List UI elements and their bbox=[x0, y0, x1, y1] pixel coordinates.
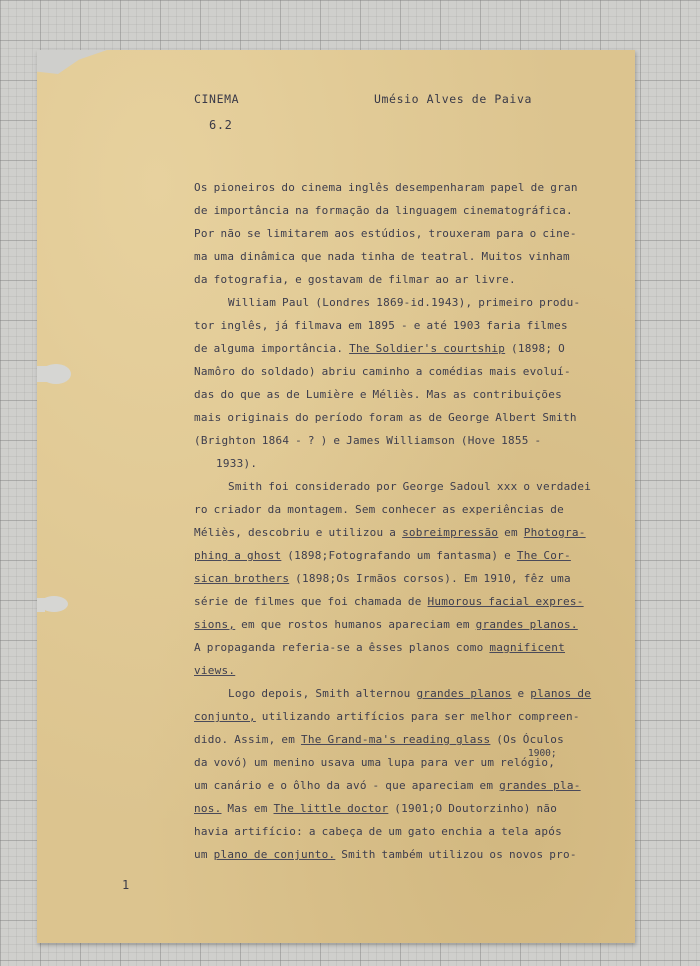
text-line: Por não se limitarem aos estúdios, trouxeram para o cine- bbox=[194, 227, 577, 240]
punch-hole bbox=[41, 364, 71, 384]
underlined-term: grandes pla- bbox=[499, 779, 581, 792]
text-line: Logo depois, Smith alternou grandes planos e planos de bbox=[228, 687, 592, 700]
text-line: Os pioneiros do cinema inglês desempenharam papel de gran bbox=[194, 181, 578, 194]
text-line: phing a ghost (1898;Fotografando um fantasma) e The Cor- bbox=[194, 549, 571, 562]
text-line: (Brighton 1864 - ? ) e James Williamson (Hove 1855 - bbox=[194, 434, 542, 447]
text-line: havia artifício: a cabeça de um gato enchia a tela após bbox=[194, 825, 562, 838]
typed-text-body bbox=[194, 176, 624, 866]
text-line: nos. Mas em The little doctor (1901;O Doutorzinho) não bbox=[194, 802, 558, 815]
section-number: 6.2 bbox=[209, 118, 233, 132]
underlined-term: conjunto, bbox=[194, 710, 256, 723]
text-line: Smith foi considerado por George Sadoul xxx o verdadei bbox=[228, 480, 592, 493]
underlined-term: planos de bbox=[530, 687, 592, 700]
underlined-term: views. bbox=[194, 664, 236, 677]
film-title: sican brothers bbox=[194, 572, 290, 585]
text-line: mais originais do período foram as de George Albert Smith bbox=[194, 411, 577, 424]
text-line: tor inglês, já filmava em 1895 - e até 1903 faria filmes bbox=[194, 319, 568, 332]
author-name: Umésio Alves de Paiva bbox=[374, 92, 532, 106]
text-line: um canário e o ôlho da avó - que apareciam em grandes pla- bbox=[194, 779, 581, 792]
text-line: sican brothers (1898;Os Irmãos corsos). Em 1910, fêz uma bbox=[194, 572, 571, 585]
underlined-term: plano de conjunto. bbox=[213, 848, 336, 861]
text-line: da vovó) um menino usava uma lupa para ver um relógio, bbox=[194, 756, 556, 769]
text-line: dido. Assim, em The Grand-ma's reading glass (Os Óculos bbox=[194, 733, 565, 746]
text-line: William Paul (Londres 1869-id.1943), primeiro produ- bbox=[228, 296, 581, 309]
underlined-term: magnificent bbox=[489, 641, 566, 654]
text-line: ma uma dinâmica que nada tinha de teatral. Muitos vinham bbox=[194, 250, 570, 263]
text-line bbox=[194, 659, 624, 682]
film-title: phing a ghost bbox=[194, 549, 282, 562]
text-line: de alguma importância. The Soldier's courtship (1898; O bbox=[194, 342, 566, 355]
text-line: das do que as de Lumière e Méliès. Mas as contribuições bbox=[194, 388, 562, 401]
text-line: conjunto, utilizando artifícios para ser melhor compreen- bbox=[194, 710, 580, 723]
page-number: 1 bbox=[122, 878, 130, 892]
underlined-term: grandes planos bbox=[416, 687, 512, 700]
text-line: da fotografia, e gostavam de filmar ao ar livre. bbox=[194, 273, 516, 286]
underlined-term: sobreimpressão bbox=[402, 526, 499, 539]
text-line: série de filmes que foi chamada de Humorous facial expres- bbox=[194, 595, 584, 608]
text-line: Méliès, descobriu e utilizou a sobreimpressão em Photogra- bbox=[194, 526, 586, 539]
film-title: Humorous facial expres- bbox=[427, 595, 584, 608]
text-line: A propaganda referia-se a êsses planos como magnificent bbox=[194, 641, 566, 654]
text-line: Namôro do soldado) abriu caminho a comédias mais evoluí- bbox=[194, 365, 571, 378]
underlined-term: nos. bbox=[194, 802, 222, 815]
text-line: 1933). bbox=[216, 457, 258, 470]
punch-hole bbox=[37, 598, 45, 612]
underlined-term: grandes planos. bbox=[475, 618, 578, 631]
film-title: The little doctor bbox=[273, 802, 389, 815]
film-title: The Soldier's courtship bbox=[349, 342, 506, 355]
subject-heading: CINEMA bbox=[194, 92, 240, 106]
film-title: Photogra- bbox=[523, 526, 586, 539]
text-line: de importância na formação da linguagem cinematográfica. bbox=[194, 204, 573, 217]
film-title: sions, bbox=[194, 618, 236, 631]
film-title: The Cor- bbox=[516, 549, 571, 562]
text-line: sions, em que rostos humanos apareciam em grandes planos. bbox=[194, 618, 578, 631]
text-line: ro criador da montagem. Sem conhecer as experiências de bbox=[194, 503, 564, 516]
typed-overwrite: 1900; bbox=[528, 748, 557, 759]
film-title: The Grand-ma's reading glass bbox=[300, 733, 491, 746]
text-line: um plano de conjunto. Smith também utilizou os novos pro- bbox=[194, 848, 577, 861]
